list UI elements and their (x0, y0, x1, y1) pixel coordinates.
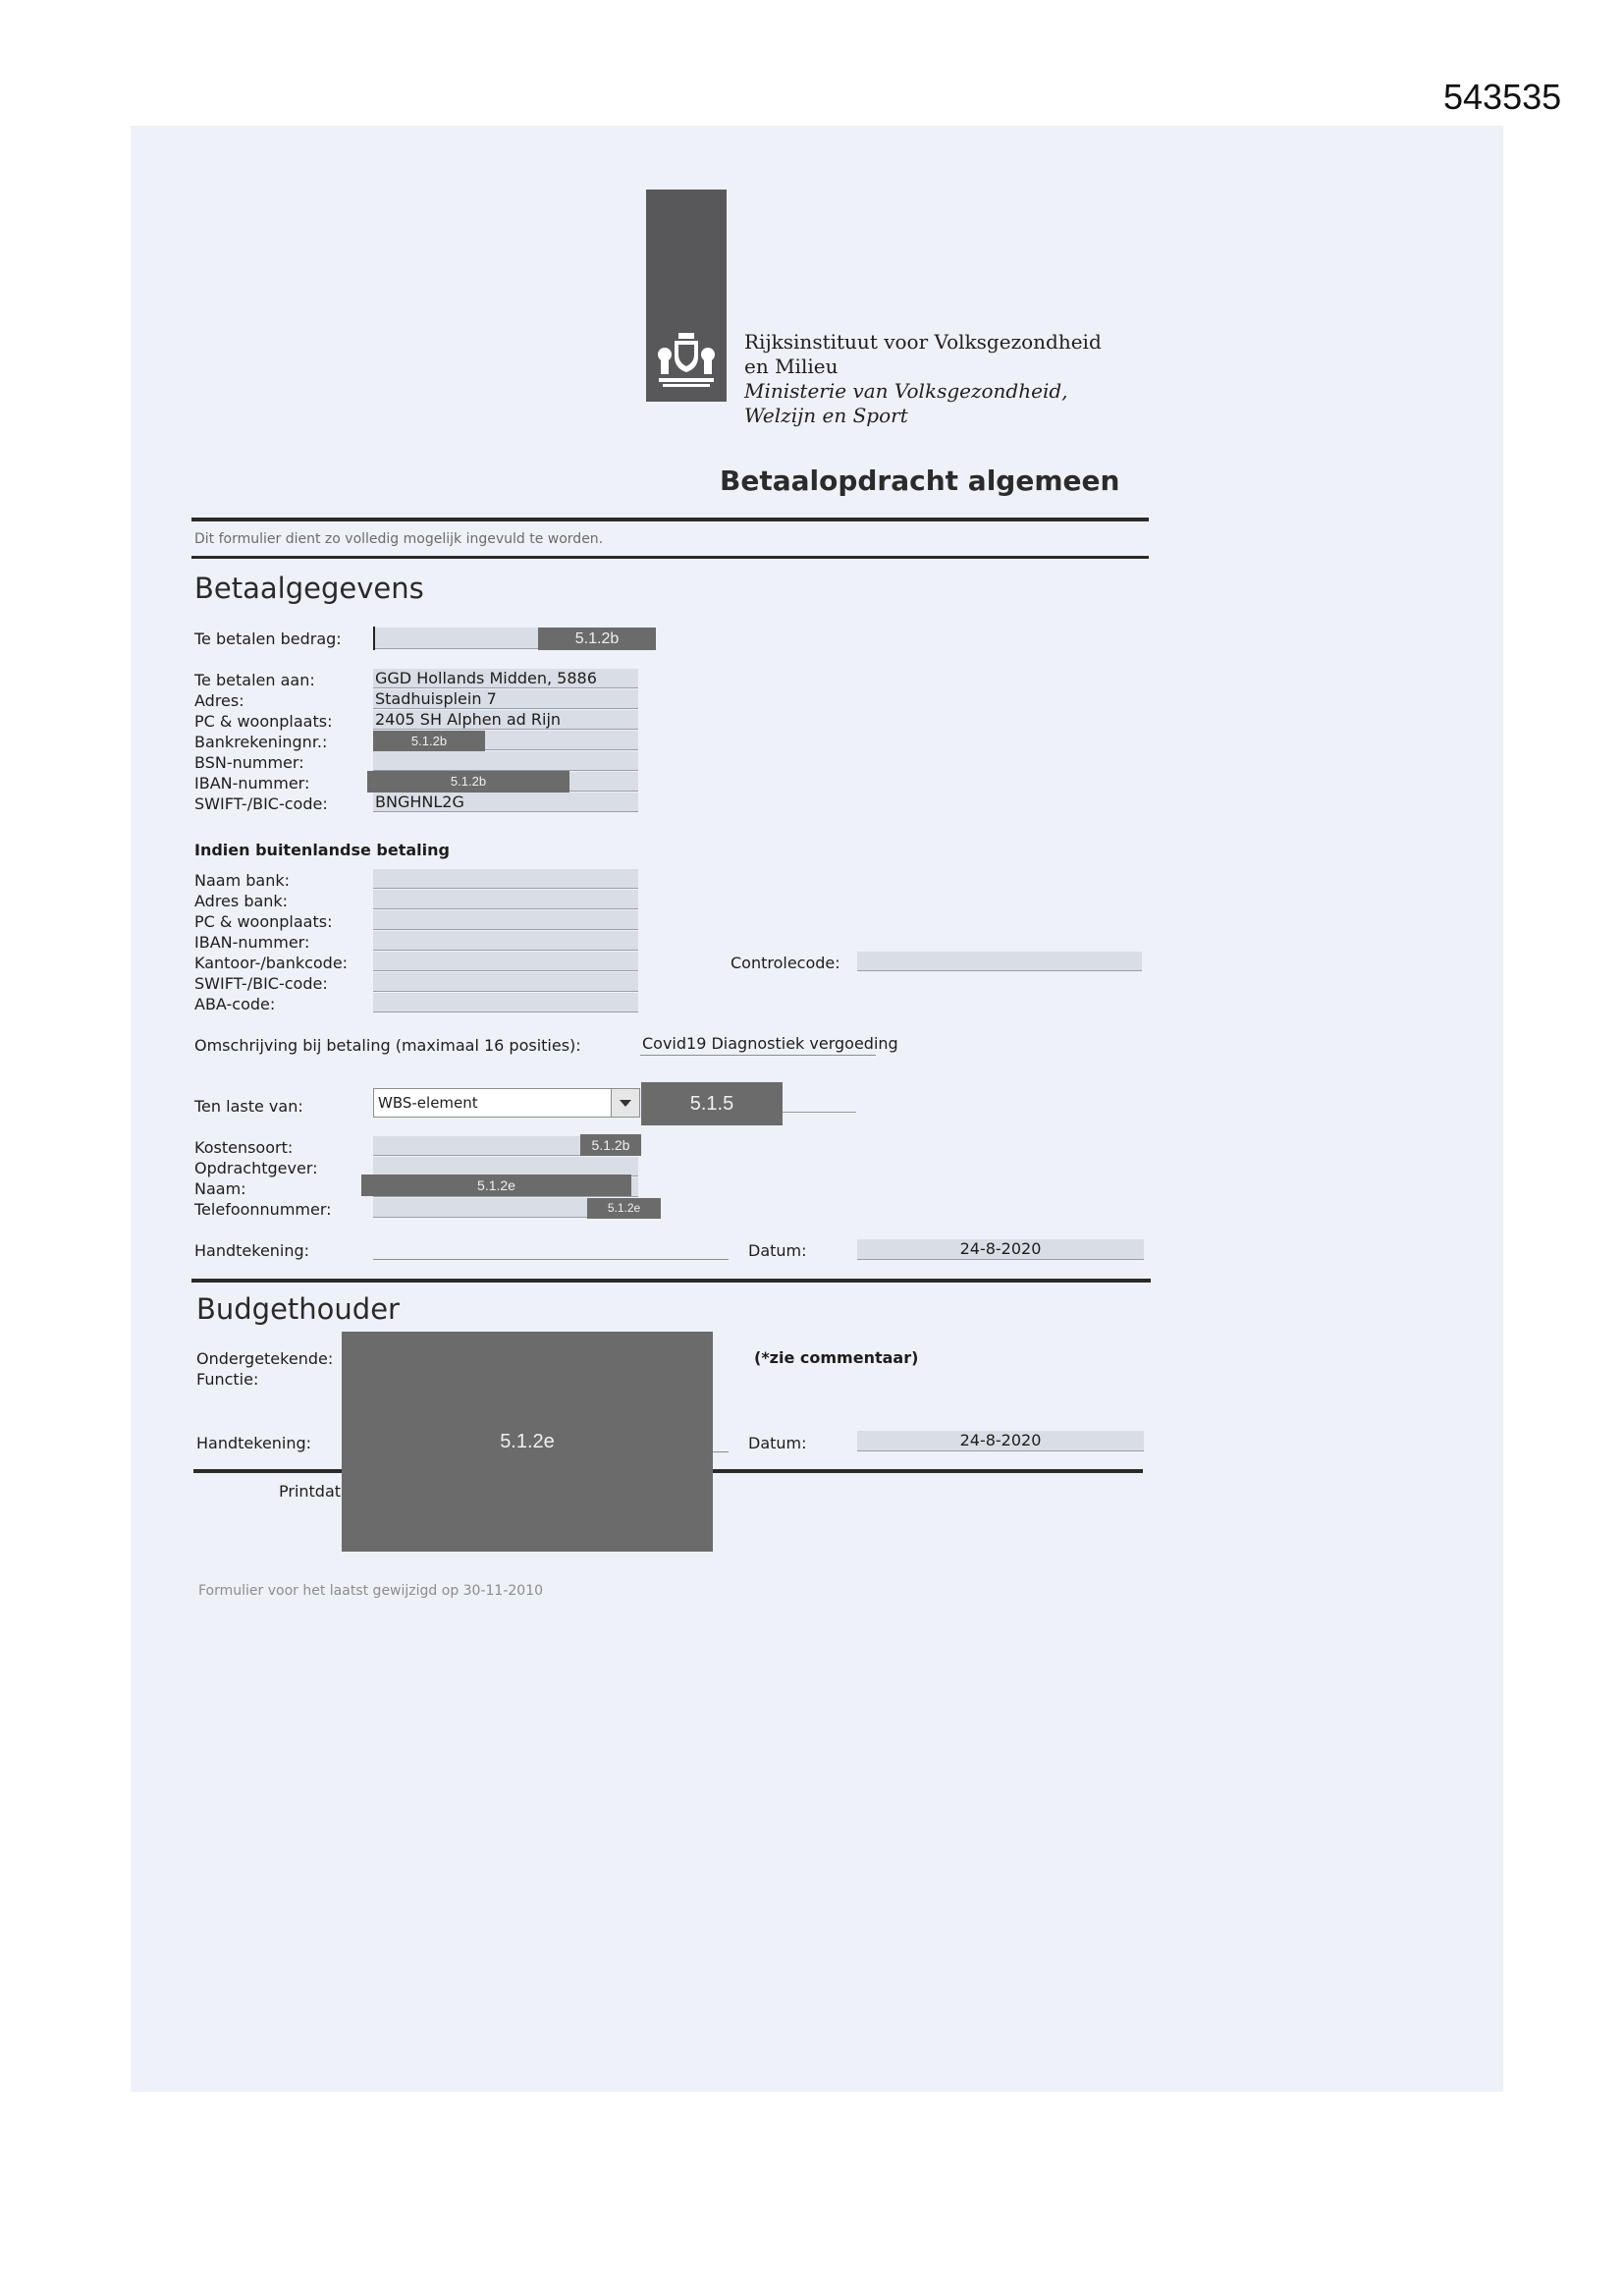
organisation-name (744, 330, 1102, 428)
swift-label: SWIFT-/BIC-code: (194, 794, 328, 813)
org-line-2: en Milieu (744, 355, 839, 378)
coat-of-arms-icon (653, 329, 720, 392)
budget-date-field[interactable]: 24-8-2020 (857, 1431, 1144, 1451)
org-line-1: Rijksinstituut voor Volksgezondheid (744, 330, 1102, 354)
bankaccount-label: Bankrekeningnr.: (194, 733, 328, 751)
postcode-value: 2405 SH Alphen ad Rijn (375, 710, 562, 729)
foreign-swift-label: SWIFT-/BIC-code: (194, 974, 328, 993)
budget-date-label: Datum: (748, 1434, 807, 1452)
redaction-iban: 5.1.2b (367, 771, 569, 793)
signature-field[interactable] (373, 1239, 729, 1260)
foreign-bankcode-label: Kantoor-/bankcode: (194, 954, 349, 972)
foreign-payment-heading: Indien buitenlandse betaling (194, 841, 450, 859)
amount-label: Te betalen bedrag: (194, 629, 342, 648)
charged-to-select[interactable] (373, 1088, 640, 1118)
foreign-postcode-label: PC & woonplaats: (194, 912, 333, 931)
ministry-line-1: Ministerie van Volksgezondheid, (744, 379, 1068, 403)
client-label: Opdrachtgever: (194, 1159, 318, 1177)
wbs-underline (783, 1112, 856, 1113)
bsn-label: BSN-nummer: (194, 753, 304, 772)
date-label: Datum: (748, 1241, 807, 1260)
foreign-bank-address-field[interactable] (373, 890, 638, 909)
ministry-line-2: Welzijn en Sport (744, 404, 908, 427)
foreign-iban-field[interactable] (373, 931, 638, 951)
controlecode-field[interactable] (857, 952, 1142, 971)
controlecode-label: Controlecode: (731, 954, 840, 972)
foreign-bank-address-label: Adres bank: (194, 892, 289, 910)
redaction-bankaccount: 5.1.2b (373, 731, 485, 751)
phone-label: Telefoonnummer: (194, 1200, 332, 1219)
instruction-rule (191, 556, 1149, 559)
foreign-iban-label: IBAN-nummer: (194, 933, 310, 952)
bsn-field[interactable] (373, 751, 638, 771)
swift-value: BNGHNL2G (375, 793, 464, 811)
date-field[interactable]: 24-8-2020 (857, 1239, 1144, 1260)
charged-to-select-value: WBS-element (378, 1094, 478, 1112)
budget-section-rule (191, 1279, 1151, 1283)
name-label: Naam: (194, 1179, 246, 1198)
charged-to-label: Ten laste van: (194, 1097, 303, 1116)
redaction-cost-type: 5.1.2b (580, 1134, 641, 1156)
redaction-budget-holder: 5.1.2e (342, 1332, 713, 1552)
comment-note: (*zie commentaar) (754, 1348, 919, 1367)
amount-cursor (373, 627, 375, 650)
foreign-bank-name-label: Naam bank: (194, 871, 291, 890)
signature-label: Handtekening: (194, 1241, 310, 1260)
undersigned-label: Ondergetekende: (196, 1349, 334, 1368)
description-label: Omschrijving bij betaling (maximaal 16 posities): (194, 1036, 581, 1055)
description-value: Covid19 Diagnostiek vergoeding (642, 1034, 898, 1053)
redaction-amount: 5.1.2b (538, 628, 656, 650)
print-date-label: Printdat (279, 1482, 342, 1501)
foreign-bankcode-field[interactable] (373, 952, 638, 971)
address-value: Stadhuisplein 7 (375, 689, 497, 708)
document-number: 543535 (1443, 77, 1562, 117)
budget-signature-label: Handtekening: (196, 1434, 312, 1452)
postcode-label: PC & woonplaats: (194, 712, 333, 731)
payee-value: GGD Hollands Midden, 5886 (375, 669, 597, 687)
title-rule (191, 518, 1149, 521)
form-modified-note: Formulier voor het laatst gewijzigd op 30-11-2010 (198, 1583, 544, 1599)
instruction-text: Dit formulier dient zo volledig mogelijk ingevuld te worden. (194, 531, 604, 547)
redaction-name: 5.1.2e (361, 1175, 631, 1196)
foreign-swift-field[interactable] (373, 972, 638, 992)
dropdown-arrow-icon[interactable] (611, 1089, 639, 1117)
foreign-postcode-field[interactable] (373, 910, 638, 930)
client-field[interactable] (373, 1157, 638, 1176)
section-heading-budgethouder: Budgethouder (196, 1292, 400, 1326)
address-label: Adres: (194, 691, 244, 710)
form-title: Betaalopdracht algemeen (720, 465, 1120, 497)
function-label: Functie: (196, 1370, 259, 1389)
redaction-wbs: 5.1.5 (641, 1082, 783, 1125)
iban-label: IBAN-nummer: (194, 774, 310, 793)
foreign-aba-field[interactable] (373, 993, 638, 1012)
section-heading-betaalgegevens: Betaalgegevens (194, 572, 424, 605)
cost-type-label: Kostensoort: (194, 1138, 294, 1157)
foreign-aba-label: ABA-code: (194, 995, 276, 1013)
payee-label: Te betalen aan: (194, 671, 315, 689)
redaction-phone: 5.1.2e (587, 1198, 661, 1219)
foreign-bank-name-field[interactable] (373, 869, 638, 889)
